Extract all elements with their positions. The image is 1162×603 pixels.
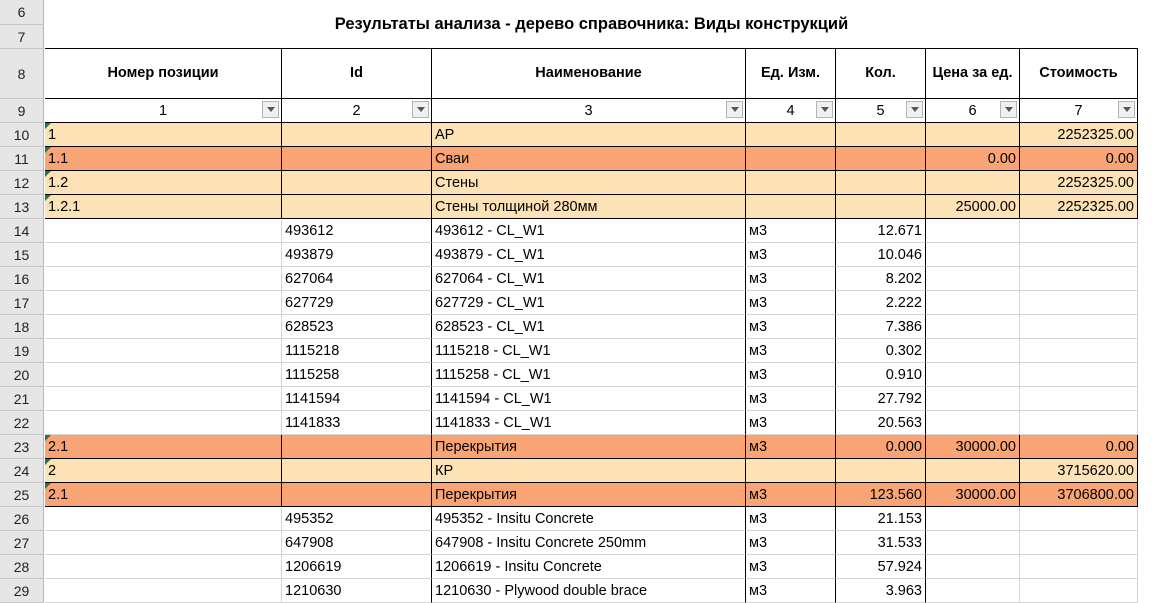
cell-position-number[interactable]: 2.1 bbox=[45, 483, 282, 507]
cell-position-number[interactable] bbox=[45, 243, 282, 267]
column-index-label: 3 bbox=[584, 102, 593, 119]
row-header[interactable]: 14 bbox=[0, 219, 44, 243]
cell-position-number[interactable] bbox=[45, 315, 282, 339]
cell-id[interactable] bbox=[282, 483, 432, 507]
cell-id[interactable]: 493879 bbox=[282, 243, 432, 267]
cell-name[interactable]: 1206619 - Insitu Concrete bbox=[432, 555, 746, 579]
cell-unit-price[interactable] bbox=[926, 459, 1020, 483]
cell-position-number[interactable] bbox=[45, 219, 282, 243]
cell-cost[interactable] bbox=[1020, 267, 1138, 291]
filter-cell-quantity[interactable] bbox=[836, 99, 926, 123]
filter-dropdown-icon[interactable] bbox=[1118, 101, 1135, 118]
cell-id[interactable]: 627064 bbox=[282, 267, 432, 291]
cell-unit[interactable]: м3 bbox=[746, 291, 836, 315]
column-index-label: 1 bbox=[158, 102, 168, 119]
cell-quantity[interactable] bbox=[836, 147, 926, 171]
cell-unit-price[interactable]: 30000.00 bbox=[926, 483, 1020, 507]
cell-position-number[interactable] bbox=[45, 555, 282, 579]
cell-unit-price[interactable] bbox=[926, 555, 1020, 579]
cell-unit[interactable]: м3 bbox=[746, 339, 836, 363]
column-header-cost[interactable]: Стоимость bbox=[1020, 49, 1138, 99]
filter-cell-name[interactable] bbox=[432, 99, 746, 123]
column-header-position-number[interactable]: Номер позиции bbox=[45, 49, 282, 99]
cell-id[interactable] bbox=[282, 147, 432, 171]
cell-unit[interactable]: м3 bbox=[746, 555, 836, 579]
row-header[interactable]: 18 bbox=[0, 315, 44, 339]
row-header-8[interactable]: 8 bbox=[0, 49, 44, 99]
cell-quantity[interactable]: 21.153 bbox=[836, 507, 926, 531]
cell-position-number[interactable]: 1.1 bbox=[45, 147, 282, 171]
row-header[interactable]: 10 bbox=[0, 123, 44, 147]
cell-unit-price[interactable] bbox=[926, 243, 1020, 267]
cell-id[interactable]: 1210630 bbox=[282, 579, 432, 603]
column-index-label: 2 bbox=[352, 102, 361, 119]
row-header[interactable]: 27 bbox=[0, 531, 44, 555]
cell-unit[interactable]: м3 bbox=[746, 363, 836, 387]
row-header[interactable]: 26 bbox=[0, 507, 44, 531]
cell-name[interactable]: 628523 - CL_W1 bbox=[432, 315, 746, 339]
cell-id[interactable] bbox=[282, 171, 432, 195]
cell-cost[interactable] bbox=[1020, 507, 1138, 531]
filter-cell-position-number[interactable] bbox=[45, 99, 282, 123]
cell-name[interactable]: АР bbox=[432, 123, 746, 147]
cell-position-number[interactable] bbox=[45, 579, 282, 603]
cell-unit-price[interactable]: 30000.00 bbox=[926, 435, 1020, 459]
column-index-label: 5 bbox=[876, 102, 885, 119]
cell-position-number[interactable] bbox=[45, 387, 282, 411]
cell-id[interactable]: 647908 bbox=[282, 531, 432, 555]
sheet-title[interactable]: Результаты анализа - дерево справочника: Виды конструкций bbox=[45, 0, 1138, 49]
cell-id[interactable] bbox=[282, 459, 432, 483]
cell-name[interactable]: КР bbox=[432, 459, 746, 483]
column-header-name[interactable]: Наименование bbox=[432, 49, 746, 99]
cell-cost[interactable]: 0.00 bbox=[1020, 147, 1138, 171]
filter-cell-cost[interactable] bbox=[1020, 99, 1138, 123]
cell-cost[interactable]: 2252325.00 bbox=[1020, 123, 1138, 147]
cell-cost[interactable]: 2252325.00 bbox=[1020, 195, 1138, 219]
cell-quantity[interactable] bbox=[836, 171, 926, 195]
cell-name[interactable]: 627729 - CL_W1 bbox=[432, 291, 746, 315]
cell-unit-price[interactable] bbox=[926, 339, 1020, 363]
row-header[interactable]: 20 bbox=[0, 363, 44, 387]
cell-unit[interactable]: м3 bbox=[746, 219, 836, 243]
cell-unit[interactable]: м3 bbox=[746, 435, 836, 459]
cell-unit-price[interactable] bbox=[926, 531, 1020, 555]
filter-dropdown-icon[interactable] bbox=[1000, 101, 1017, 118]
column-header-unit-price[interactable]: Цена за ед. bbox=[926, 49, 1020, 99]
filter-dropdown-icon[interactable] bbox=[412, 101, 429, 118]
row-header[interactable]: 25 bbox=[0, 483, 44, 507]
cell-id[interactable]: 495352 bbox=[282, 507, 432, 531]
cell-unit-price[interactable] bbox=[926, 315, 1020, 339]
cell-position-number[interactable]: 1.2 bbox=[45, 171, 282, 195]
column-header-unit[interactable]: Ед. Изм. bbox=[746, 49, 836, 99]
cell-name[interactable]: Перекрытия bbox=[432, 435, 746, 459]
cell-unit-price[interactable]: 0.00 bbox=[926, 147, 1020, 171]
cell-quantity[interactable]: 0.000 bbox=[836, 435, 926, 459]
cell-id[interactable] bbox=[282, 123, 432, 147]
cell-unit-price[interactable] bbox=[926, 579, 1020, 603]
cell-unit[interactable]: м3 bbox=[746, 531, 836, 555]
row-header[interactable]: 24 bbox=[0, 459, 44, 483]
cell-name[interactable]: Стены толщиной 280мм bbox=[432, 195, 746, 219]
cell-position-number[interactable]: 1 bbox=[45, 123, 282, 147]
cell-id[interactable]: 628523 bbox=[282, 315, 432, 339]
cell-unit-price[interactable] bbox=[926, 387, 1020, 411]
cell-cost[interactable] bbox=[1020, 387, 1138, 411]
row-header[interactable]: 21 bbox=[0, 387, 44, 411]
cell-position-number[interactable]: 2 bbox=[45, 459, 282, 483]
cell-unit-price[interactable] bbox=[926, 507, 1020, 531]
cell-id[interactable]: 493612 bbox=[282, 219, 432, 243]
row-header[interactable]: 12 bbox=[0, 171, 44, 195]
cell-unit[interactable] bbox=[746, 147, 836, 171]
cell-name[interactable]: Сваи bbox=[432, 147, 746, 171]
row-header-6[interactable]: 6 bbox=[0, 0, 44, 25]
cell-cost[interactable]: 3706800.00 bbox=[1020, 483, 1138, 507]
error-indicator-icon bbox=[45, 123, 51, 129]
cell-quantity[interactable]: 8.202 bbox=[836, 267, 926, 291]
cell-cost[interactable] bbox=[1020, 291, 1138, 315]
cell-cost[interactable] bbox=[1020, 531, 1138, 555]
cell-position-number[interactable] bbox=[45, 363, 282, 387]
filter-dropdown-icon[interactable] bbox=[906, 101, 923, 118]
cell-quantity[interactable]: 123.560 bbox=[836, 483, 926, 507]
cell-id[interactable]: 1115218 bbox=[282, 339, 432, 363]
cell-quantity[interactable]: 10.046 bbox=[836, 243, 926, 267]
column-index-label: 4 bbox=[786, 102, 795, 119]
cell-name[interactable]: 493879 - CL_W1 bbox=[432, 243, 746, 267]
cell-name[interactable]: 493612 - CL_W1 bbox=[432, 219, 746, 243]
row-header[interactable]: 22 bbox=[0, 411, 44, 435]
cell-position-number[interactable] bbox=[45, 411, 282, 435]
error-indicator-icon bbox=[45, 195, 51, 201]
cell-cost[interactable] bbox=[1020, 315, 1138, 339]
filter-dropdown-icon[interactable] bbox=[262, 101, 279, 118]
cell-unit-price[interactable] bbox=[926, 123, 1020, 147]
cell-unit[interactable]: м3 bbox=[746, 507, 836, 531]
column-index-label: 7 bbox=[1074, 102, 1083, 119]
filter-cell-unit-price[interactable] bbox=[926, 99, 1020, 123]
cell-unit-price[interactable] bbox=[926, 291, 1020, 315]
cell-unit[interactable] bbox=[746, 459, 836, 483]
cell-id[interactable]: 1115258 bbox=[282, 363, 432, 387]
cell-unit-price[interactable]: 25000.00 bbox=[926, 195, 1020, 219]
row-header[interactable]: 29 bbox=[0, 579, 44, 603]
row-header-7[interactable]: 7 bbox=[0, 25, 44, 49]
cell-name[interactable]: 495352 - Insitu Concrete bbox=[432, 507, 746, 531]
cell-cost[interactable] bbox=[1020, 243, 1138, 267]
row-header-9[interactable]: 9 bbox=[0, 99, 44, 123]
cell-position-number[interactable]: 2.1 bbox=[45, 435, 282, 459]
cell-unit[interactable] bbox=[746, 171, 836, 195]
cell-quantity[interactable]: 3.963 bbox=[836, 579, 926, 603]
cell-cost[interactable] bbox=[1020, 363, 1138, 387]
cell-cost[interactable]: 3715620.00 bbox=[1020, 459, 1138, 483]
cell-name[interactable]: 1210630 - Plywood double brace bbox=[432, 579, 746, 603]
cell-name[interactable]: 1141833 - CL_W1 bbox=[432, 411, 746, 435]
cell-quantity[interactable]: 0.302 bbox=[836, 339, 926, 363]
column-header-id[interactable]: Id bbox=[282, 49, 432, 99]
row-header[interactable]: 23 bbox=[0, 435, 44, 459]
row-header[interactable]: 28 bbox=[0, 555, 44, 579]
cell-quantity[interactable]: 0.910 bbox=[836, 363, 926, 387]
cell-quantity[interactable]: 12.671 bbox=[836, 219, 926, 243]
cell-quantity[interactable]: 27.792 bbox=[836, 387, 926, 411]
error-indicator-icon bbox=[45, 459, 51, 465]
cell-unit[interactable] bbox=[746, 123, 836, 147]
cell-quantity[interactable]: 2.222 bbox=[836, 291, 926, 315]
cell-cost[interactable] bbox=[1020, 579, 1138, 603]
cell-cost[interactable] bbox=[1020, 219, 1138, 243]
column-header-quantity[interactable]: Кол. bbox=[836, 49, 926, 99]
cell-id[interactable]: 1141594 bbox=[282, 387, 432, 411]
cell-unit-price[interactable] bbox=[926, 411, 1020, 435]
error-indicator-icon bbox=[45, 435, 51, 441]
filter-cell-unit[interactable] bbox=[746, 99, 836, 123]
error-indicator-icon bbox=[45, 147, 51, 153]
cell-position-number[interactable]: 1.2.1 bbox=[45, 195, 282, 219]
cell-unit[interactable]: м3 bbox=[746, 243, 836, 267]
cell-cost[interactable] bbox=[1020, 555, 1138, 579]
cell-cost[interactable]: 0.00 bbox=[1020, 435, 1138, 459]
row-header[interactable]: 15 bbox=[0, 243, 44, 267]
cell-unit[interactable]: м3 bbox=[746, 387, 836, 411]
cell-id[interactable]: 627729 bbox=[282, 291, 432, 315]
cell-unit[interactable]: м3 bbox=[746, 483, 836, 507]
error-indicator-icon bbox=[45, 171, 51, 177]
row-header[interactable]: 17 bbox=[0, 291, 44, 315]
cell-position-number[interactable] bbox=[45, 267, 282, 291]
cell-cost[interactable] bbox=[1020, 411, 1138, 435]
cell-cost[interactable]: 2252325.00 bbox=[1020, 171, 1138, 195]
cell-position-number[interactable] bbox=[45, 531, 282, 555]
cell-unit[interactable]: м3 bbox=[746, 411, 836, 435]
cell-unit-price[interactable] bbox=[926, 267, 1020, 291]
cell-unit-price[interactable] bbox=[926, 171, 1020, 195]
cell-id[interactable] bbox=[282, 435, 432, 459]
cell-unit[interactable]: м3 bbox=[746, 579, 836, 603]
cell-quantity[interactable]: 20.563 bbox=[836, 411, 926, 435]
filter-dropdown-icon[interactable] bbox=[726, 101, 743, 118]
cell-name[interactable]: 1115258 - CL_W1 bbox=[432, 363, 746, 387]
cell-name[interactable]: 647908 - Insitu Concrete 250mm bbox=[432, 531, 746, 555]
cell-position-number[interactable] bbox=[45, 291, 282, 315]
cell-cost[interactable] bbox=[1020, 339, 1138, 363]
cell-quantity[interactable]: 7.386 bbox=[836, 315, 926, 339]
cell-name[interactable]: Перекрытия bbox=[432, 483, 746, 507]
cell-name[interactable]: Стены bbox=[432, 171, 746, 195]
cell-unit[interactable]: м3 bbox=[746, 315, 836, 339]
error-indicator-icon bbox=[45, 483, 51, 489]
cell-quantity[interactable] bbox=[836, 123, 926, 147]
row-header[interactable]: 13 bbox=[0, 195, 44, 219]
cell-name[interactable]: 1141594 - CL_W1 bbox=[432, 387, 746, 411]
row-header[interactable]: 19 bbox=[0, 339, 44, 363]
cell-quantity[interactable] bbox=[836, 459, 926, 483]
cell-quantity[interactable]: 31.533 bbox=[836, 531, 926, 555]
cell-id[interactable]: 1141833 bbox=[282, 411, 432, 435]
filter-cell-id[interactable] bbox=[282, 99, 432, 123]
cell-name[interactable]: 1115218 - CL_W1 bbox=[432, 339, 746, 363]
cell-unit[interactable] bbox=[746, 195, 836, 219]
cell-id[interactable] bbox=[282, 195, 432, 219]
row-header[interactable]: 16 bbox=[0, 267, 44, 291]
cell-position-number[interactable] bbox=[45, 339, 282, 363]
cell-quantity[interactable]: 57.924 bbox=[836, 555, 926, 579]
cell-unit[interactable]: м3 bbox=[746, 267, 836, 291]
row-header[interactable]: 11 bbox=[0, 147, 44, 171]
column-index-label: 6 bbox=[968, 102, 977, 119]
cell-id[interactable]: 1206619 bbox=[282, 555, 432, 579]
cell-name[interactable]: 627064 - CL_W1 bbox=[432, 267, 746, 291]
cell-unit-price[interactable] bbox=[926, 219, 1020, 243]
cell-position-number[interactable] bbox=[45, 507, 282, 531]
filter-dropdown-icon[interactable] bbox=[816, 101, 833, 118]
cell-quantity[interactable] bbox=[836, 195, 926, 219]
cell-unit-price[interactable] bbox=[926, 363, 1020, 387]
